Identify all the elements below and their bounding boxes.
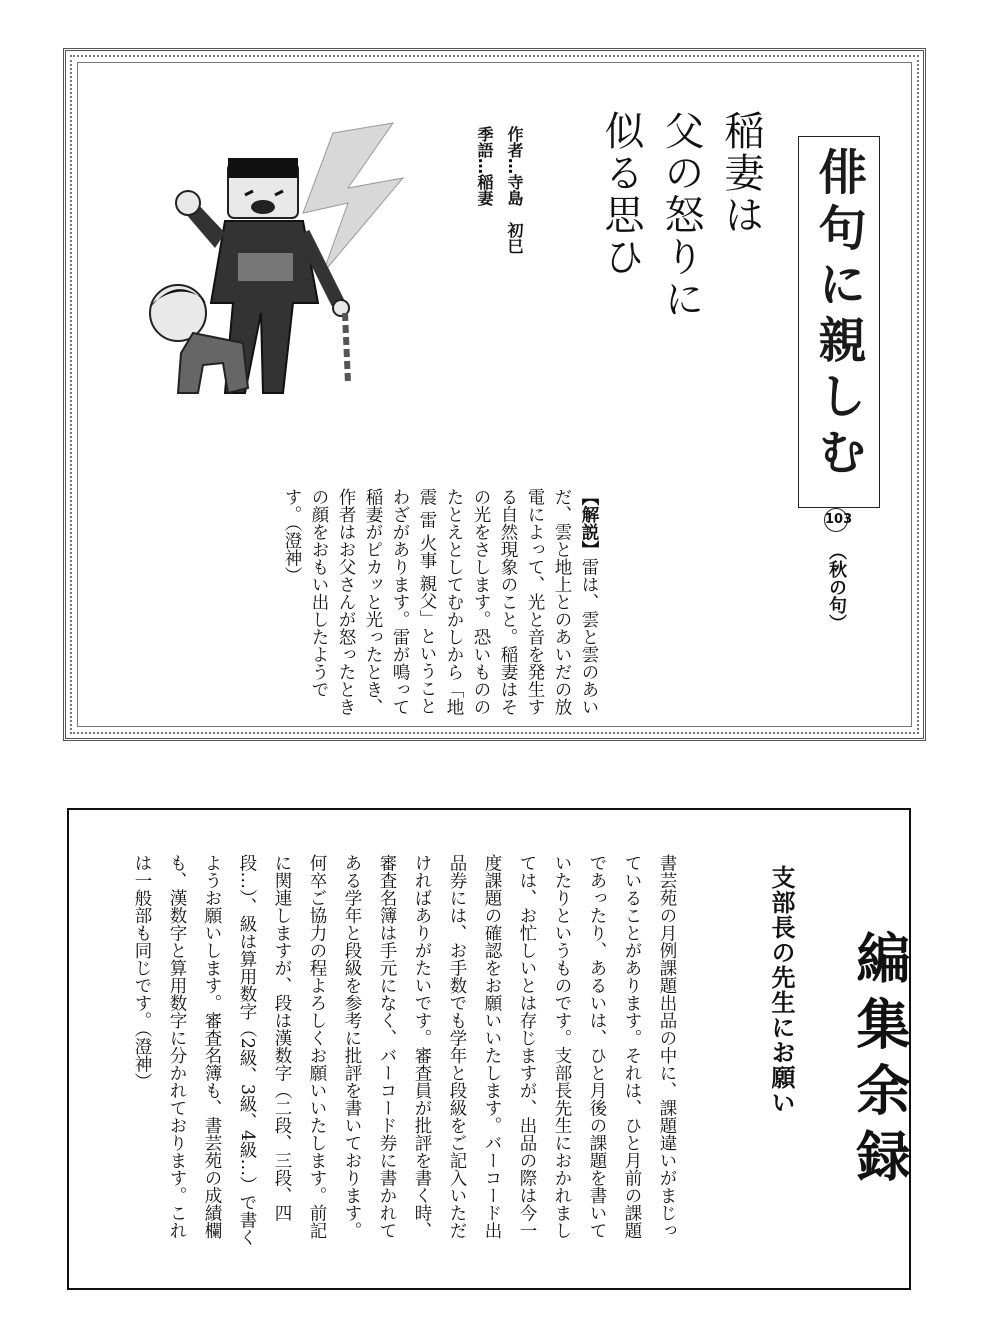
editorial-box <box>67 808 911 1290</box>
haiku-line-1: 稲妻は <box>718 110 764 236</box>
angry-father-illustration <box>133 103 423 403</box>
season-label <box>823 508 853 658</box>
series-title-box <box>798 136 880 508</box>
editorial-subtitle: 支部長の先生にお願い <box>767 865 795 1115</box>
haiku-kigo: 季語…稲妻 <box>475 126 494 206</box>
commentary-heading: 【解説】 <box>579 488 599 558</box>
editorial-title: 編集余録 <box>848 930 911 1194</box>
haiku-number: 103 <box>824 508 848 532</box>
haiku-panel <box>63 48 926 741</box>
haiku-line-2: 父の怒りに <box>658 110 704 320</box>
editorial-body: 書芸苑の月例課題出品の中に、課題違いがまじっていることがあります。それは、ひと月前の課題であったり、あるいは、ひと月後の課題を書いていたりというものです。支部長先生におかれましては、お忙しいとは存じますが、出品の際は今一度課題の確認をお願いいたします。バーコード出品券には、お手数でも学年と段級をご記入いただければありがたいです。審査員が批評を書く時、審査名簿は手元になく、バーコード券に書かれてある学年と段級を参考に批評を書いております。何卒ご協力の程よろしくお願いいたします。前記に関連しますが、段は漢数字（二段、三段、四段…）、級は算用数字（2級、3級、4級…）で書くようお願いします。審査名簿も、書芸苑の成績欄も、漢数字と算用数字に分かれております。これは一般部も同じです。（澄神） <box>132 854 677 1247</box>
commentary-text: 雷は、雲と雲のあいだ、雲と地上とのあいだの放電によって、光と音を発生する自然現象のこと。稲妻はその光をさします。恐いもののたとえとしてむかしから「地震 雷 火事 親父」ということわざがあります。雷が鳴って稲妻がピカッと光ったとき、作者はお父さんが怒ったときの顔をおもい出したようです。（澄神） <box>282 488 599 716</box>
commentary <box>278 488 602 728</box>
haiku-author: 作者…寺島 初巳 <box>505 126 524 254</box>
series-title: 俳句に親しむ <box>810 147 866 483</box>
haiku-line-3: 似る思ひ <box>598 110 644 278</box>
season-text: （秋の句） <box>826 542 847 633</box>
